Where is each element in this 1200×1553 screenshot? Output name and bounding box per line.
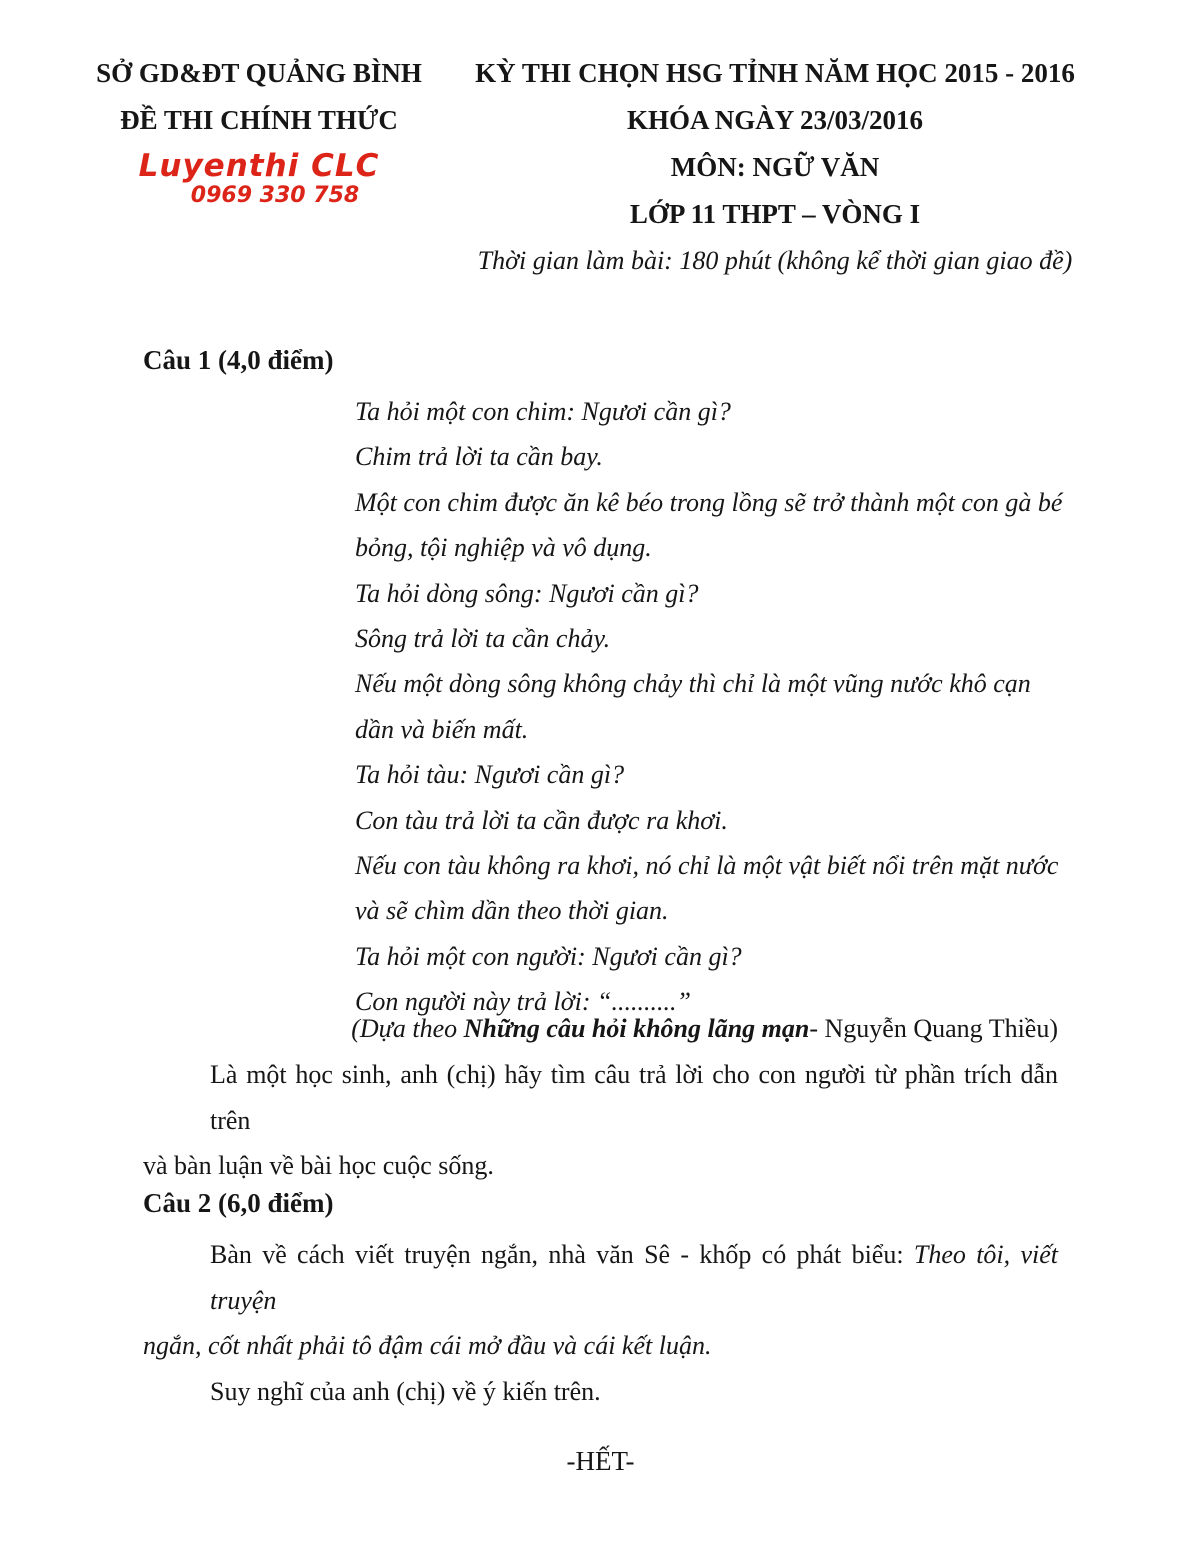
department-name: SỞ GD&ĐT QUẢNG BÌNH — [96, 58, 422, 88]
header-left — [94, 50, 424, 208]
question1-task — [143, 1052, 1058, 1189]
attribution-prefix: (Dựa theo — [351, 1014, 464, 1043]
poem-line: Sông trả lời ta cần chảy. — [355, 624, 611, 654]
poem-line: Nếu một dòng sông không chảy thì chỉ là một vũng nước khô cạn — [355, 669, 1031, 699]
exam-grade-round: LỚP 11 THPT – VÒNG I — [629, 199, 921, 229]
question2-quote-part1: Theo tôi, viết truyện — [210, 1240, 1058, 1315]
poem-line: và sẽ chìm dần theo thời gian. — [355, 896, 669, 926]
question2-body — [143, 1232, 1058, 1414]
logo-name: Luyenthi CLC — [138, 148, 380, 184]
poem-line: Con tàu trả lời ta cần được ra khơi. — [355, 805, 728, 835]
poem-line: Ta hỏi dòng sông: Ngươi cần gì? — [355, 578, 699, 608]
poem-line: bỏng, tội nghiệp và vô dụng. — [355, 533, 652, 563]
attribution-author: - Nguyễn Quang Thiều) — [809, 1014, 1058, 1043]
poem-line: Con người này trả lời: “..........” — [355, 987, 691, 1017]
poem-line: Ta hỏi một con người: Ngươi cần gì? — [355, 941, 742, 971]
attribution-work-title: Những câu hỏi không lãng mạn — [463, 1014, 810, 1043]
header-right — [450, 50, 1100, 284]
question2-task-line: Suy nghĩ của anh (chị) về ý kiến trên. — [210, 1376, 601, 1406]
exam-title: KỲ THI CHỌN HSG TỈNH NĂM HỌC 2015 - 2016 — [475, 58, 1075, 88]
question1-task-line2: và bàn luận về bài học cuộc sống. — [143, 1151, 494, 1180]
exam-status-label: ĐỀ THI CHÍNH THỨC — [120, 105, 398, 135]
question1-heading: Câu 1 (4,0 điểm) — [143, 345, 334, 375]
exam-time-note: Thời gian làm bài: 180 phút (không kể thời gian giao đề) — [477, 246, 1073, 275]
poem-quote-block — [355, 389, 1075, 1025]
poem-attribution — [143, 1006, 1058, 1051]
question2-intro-line — [143, 1232, 1058, 1323]
question2-quote-part2: ngắn, cốt nhất phải tô đậm cái mở đầu và cái kết luận. — [143, 1331, 712, 1360]
logo-phone-number: 0969 330 758 — [190, 183, 360, 208]
question2-heading: Câu 2 (6,0 điểm) — [143, 1188, 334, 1218]
poem-line: Ta hỏi một con chim: Ngươi cần gì? — [355, 397, 731, 426]
question2-intro-text: Bàn về cách viết truyện ngắn, nhà văn Sê - khốp có phát biểu: — [210, 1240, 914, 1269]
exam-session-date: KHÓA NGÀY 23/03/2016 — [626, 105, 923, 135]
poem-line: Một con chim được ăn kê béo trong lồng sẽ trở thành một con gà bé — [355, 487, 1063, 517]
end-of-exam-mark: -HẾT- — [566, 1446, 635, 1476]
luyenthi-clc-logo — [94, 150, 424, 208]
poem-line: Nếu con tàu không ra khơi, nó chỉ là một vật biết nổi trên mặt nước — [355, 851, 1059, 881]
poem-line: dần và biến mất. — [355, 714, 529, 744]
poem-line: Chim trả lời ta cần bay. — [355, 442, 603, 472]
exam-subject: MÔN: NGỮ VĂN — [670, 152, 880, 182]
poem-line: Ta hỏi tàu: Ngươi cần gì? — [355, 760, 625, 790]
question1-task-line1: Là một học sinh, anh (chị) hãy tìm câu trả lời cho con người từ phần trích dẫn trên — [210, 1060, 1058, 1135]
